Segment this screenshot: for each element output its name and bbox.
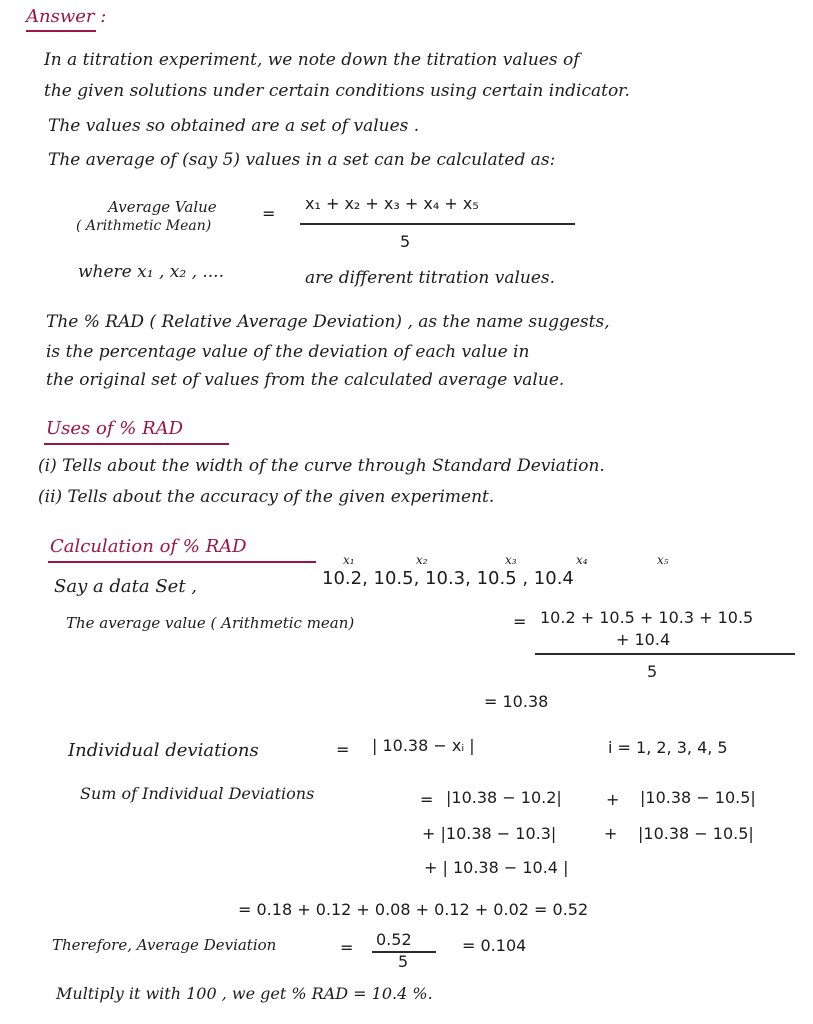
intro-line-4: The average of (say 5) values in a set can be calculated as: [48, 150, 556, 170]
sum-plus-2: + [604, 824, 618, 843]
sum-term-1: |10.38 − 10.2| [446, 788, 562, 807]
sum-plus-1: + [606, 790, 620, 809]
individual-deviations-label: Individual deviations [68, 740, 259, 761]
average-value-equals: = [513, 612, 527, 631]
calculation-heading: Calculation of % RAD [50, 536, 247, 557]
individual-deviations-index: i = 1, 2, 3, 4, 5 [608, 738, 728, 757]
answer-title: Answer : [26, 6, 107, 27]
sum-term-4: |10.38 − 10.5| [638, 824, 754, 843]
calculation-heading-underline [48, 561, 316, 563]
average-numerator-line-1: 10.2 + 10.5 + 10.3 + 10.5 [540, 608, 754, 627]
average-formula-fraction-bar [300, 223, 575, 225]
data-set-label: Say a data Set , [54, 576, 198, 597]
rad-definition-line-1: The % RAD ( Relative Average Deviation) , as the name suggests, [46, 312, 610, 332]
average-formula-numerator: x₁ + x₂ + x₃ + x₄ + x₅ [305, 194, 479, 213]
therefore-label: Therefore, Average Deviation [52, 936, 277, 954]
therefore-result: = 0.104 [462, 936, 527, 955]
where-line-prefix: where x₁ , x₂ , .... [78, 262, 224, 282]
where-line-suffix: are different titration values. [305, 268, 556, 288]
rad-definition-line-2: is the percentage value of the deviation of each value in [46, 342, 530, 362]
uses-heading: Uses of % RAD [46, 418, 184, 439]
data-label-x3: x₃ [505, 553, 517, 567]
answer-title-underline [26, 30, 96, 32]
sum-term-5: + | 10.38 − 10.4 | [424, 858, 569, 877]
data-values: 10.2, 10.5, 10.3, 10.5 , 10.4 [322, 568, 574, 589]
data-label-x2: x₂ [416, 553, 428, 567]
intro-line-3: The values so obtained are a set of values . [48, 116, 420, 136]
individual-deviations-formula: | 10.38 − xᵢ | [372, 736, 475, 755]
average-formula-equals: = [262, 204, 276, 223]
rad-definition-line-3: the original set of values from the calculated average value. [46, 370, 565, 390]
average-value-result: = 10.38 [484, 692, 549, 711]
average-value-statement: The average value ( Arithmetic mean) [66, 614, 355, 632]
data-label-x4: x₄ [576, 553, 588, 567]
average-value-fraction-bar [535, 653, 795, 655]
individual-deviations-equals: = [336, 740, 350, 759]
intro-line-2: the given solutions under certain conditions using certain indicator. [44, 81, 630, 101]
intro-line-1: In a titration experiment, we note down the titration values of [44, 50, 580, 70]
therefore-denominator: 5 [398, 952, 409, 971]
average-formula-denominator: 5 [400, 232, 411, 251]
uses-item-1: (i) Tells about the width of the curve through Standard Deviation. [38, 456, 605, 476]
therefore-numerator: 0.52 [376, 930, 412, 949]
arithmetic-mean-label: ( Arithmetic Mean) [76, 218, 212, 234]
data-label-x1: x₁ [343, 553, 355, 567]
sum-deviations-equals: = [420, 790, 434, 809]
average-value-label: Average Value [108, 198, 217, 216]
uses-heading-underline [44, 443, 229, 445]
uses-item-2: (ii) Tells about the accuracy of the given experiment. [38, 487, 495, 507]
multiply-line: Multiply it with 100 , we get % RAD = 10.4 %. [56, 984, 433, 1003]
sum-deviations-label: Sum of Individual Deviations [80, 784, 315, 803]
average-numerator-line-2: + 10.4 [616, 630, 671, 649]
data-label-x5: x₅ [657, 553, 669, 567]
therefore-equals: = [340, 938, 354, 957]
sum-term-3: + |10.38 − 10.3| [422, 824, 557, 843]
sum-term-2: |10.38 − 10.5| [640, 788, 756, 807]
sum-result: = 0.18 + 0.12 + 0.08 + 0.12 + 0.02 = 0.52 [238, 900, 589, 919]
average-value-denominator: 5 [647, 662, 658, 681]
